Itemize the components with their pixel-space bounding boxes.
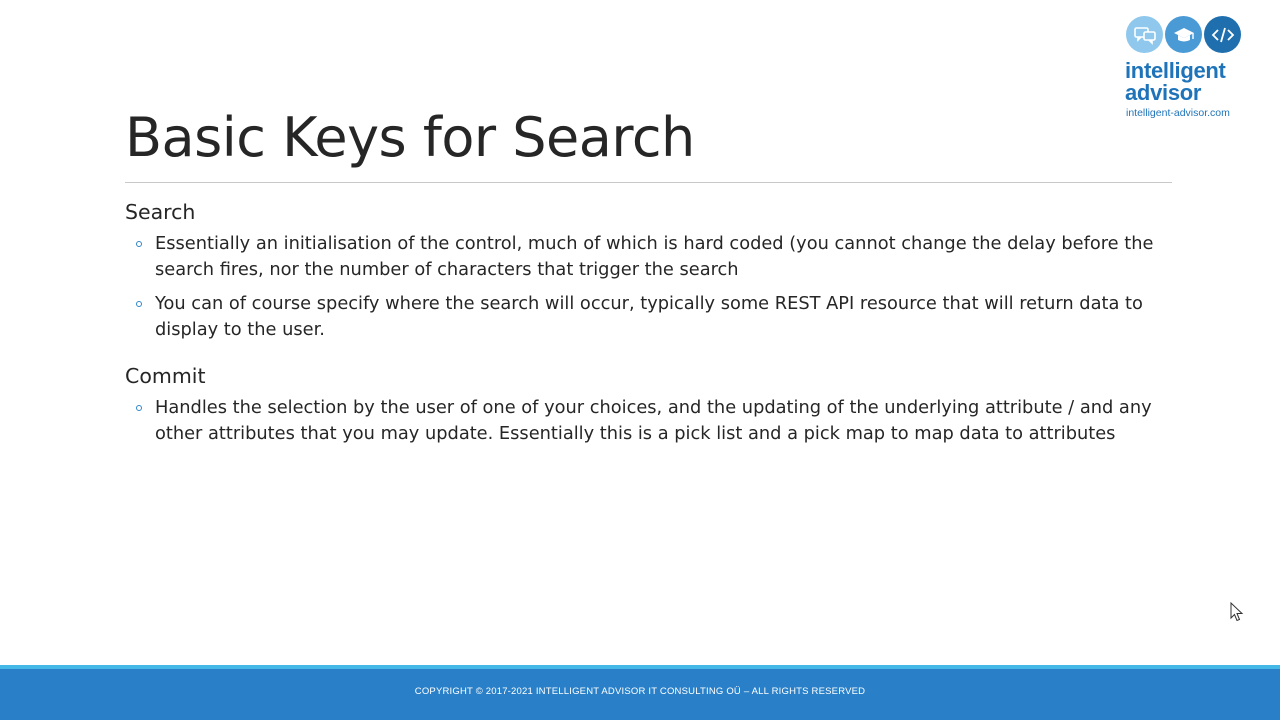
- intelligent-advisor-logo: [1118, 14, 1248, 124]
- graduation-cap-icon: [1165, 16, 1202, 53]
- bullet-text: Essentially an initialisation of the control, much of which is hard coded (you cannot change the delay before the search fires, nor the number of characters that trigger the search: [155, 233, 1154, 280]
- bullet-circle-icon: [136, 301, 142, 307]
- bullet-list: [125, 395, 1175, 447]
- footer-copyright: COPYRIGHT © 2017-2021 INTELLIGENT ADVISOR IT CONSULTING OÜ – ALL RIGHTS RESERVED: [414, 685, 866, 697]
- section-commit: [125, 363, 1175, 447]
- bullet-item: [125, 395, 1175, 447]
- code-brackets-icon: [1204, 16, 1241, 53]
- bullet-list: [125, 231, 1175, 343]
- chat-bubbles-icon: [1126, 16, 1163, 53]
- bullet-text: You can of course specify where the search will occur, typically some REST API resource that will return data to display to the user.: [155, 293, 1143, 340]
- section-search: [125, 199, 1175, 343]
- bullet-circle-icon: [136, 241, 142, 247]
- mouse-pointer-icon: [1230, 602, 1244, 622]
- bullet-item: [125, 231, 1175, 283]
- bullet-circle-icon: [136, 405, 142, 411]
- logo-icons: [1126, 16, 1241, 53]
- slide-title: Basic Keys for Search: [125, 106, 695, 169]
- logo-word-advisor: advisor: [1125, 80, 1202, 105]
- section-heading: Commit: [125, 364, 206, 388]
- footer-bar: [0, 669, 1280, 720]
- logo-word-intelligent: intelligent: [1125, 58, 1226, 83]
- bullet-text: Handles the selection by the user of one of your choices, and the updating of the underlying attribute / and any other attributes that you may update. Essentially this is a pick list and a pick map to map data to attributes: [155, 397, 1152, 444]
- slide-content: [125, 199, 1175, 467]
- section-heading: Search: [125, 200, 196, 224]
- bullet-item: [125, 291, 1175, 343]
- logo-url: intelligent-advisor.com: [1126, 107, 1230, 119]
- title-divider: [125, 182, 1172, 183]
